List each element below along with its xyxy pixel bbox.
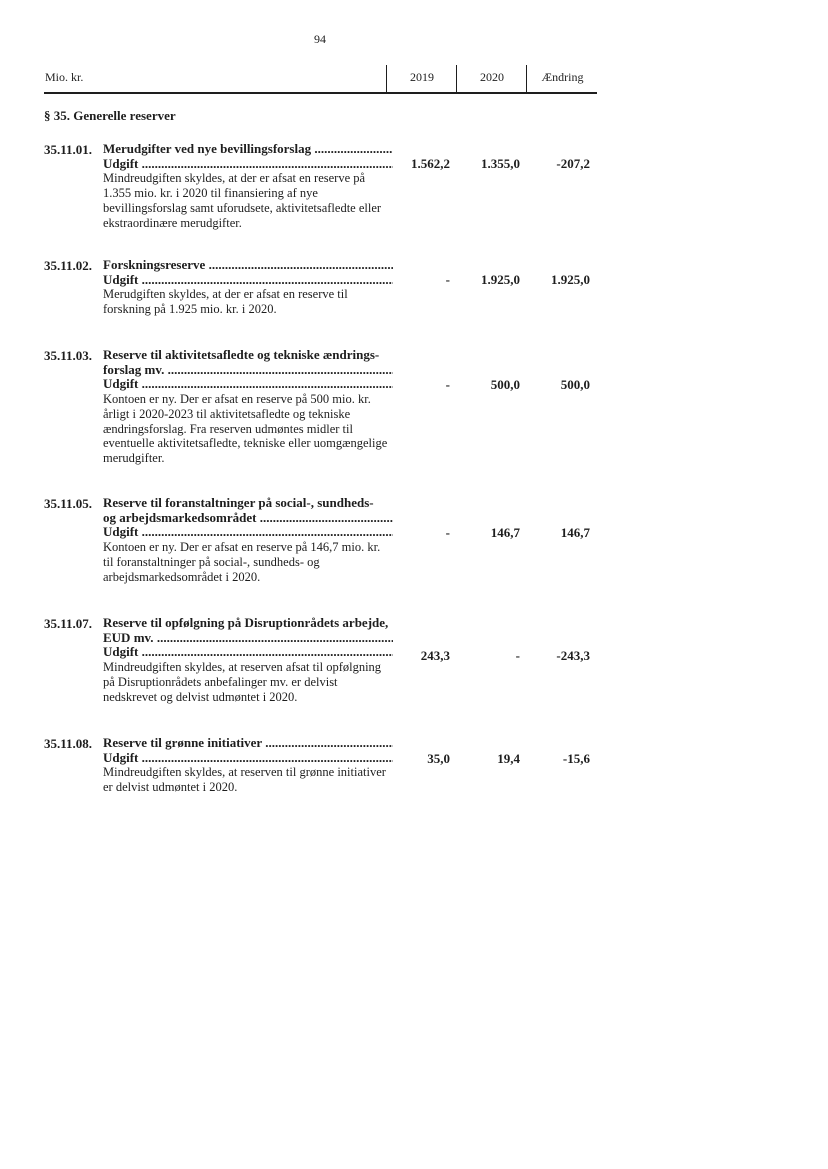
- column-header-2019: 2019: [386, 65, 457, 92]
- value-2020: 146,7: [490, 525, 520, 540]
- account-note: Mindreudgiften skyldes, at der er afsat en reserve på 1.355 mio. kr. i 2020 til finansiering af nye bevillingsforslag samt uforudsete, aktivitetsafledte eller ekstraordinære merudgifter.: [103, 171, 382, 230]
- value-2019: 243,3: [420, 648, 450, 663]
- udgift-label: Udgift .....: [103, 751, 393, 766]
- account-title-cont: og arbejdsmarkedsområdet .....: [103, 511, 393, 526]
- page-number: 94: [314, 32, 326, 46]
- account-title-cont: EUD mv. .....: [103, 631, 393, 646]
- value-2019: 1.562,2: [411, 156, 450, 171]
- value-2020: 19,4: [497, 751, 520, 766]
- account-note: Mindreudgiften skyldes, at reserven afsat til opfølgning på Disruptionrådets anbefalinger mv. er delvist nedskrevet og delvist udmøntet i 2020.: [103, 660, 382, 704]
- column-header-2020: 2020: [456, 65, 527, 92]
- section-title: § 35. Generelle reserver: [44, 108, 176, 123]
- udgift-label: Udgift .....: [103, 157, 393, 172]
- account-number: 35.11.03.: [44, 348, 93, 363]
- value-2019: -: [445, 272, 450, 287]
- account-note: Kontoen er ny. Der er afsat en reserve på 146,7 mio. kr. til foranstaltninger på social-, sundheds- og arbejdsmarkedsområdet i 2020.: [103, 540, 381, 584]
- account-number: 35.11.05.: [44, 496, 93, 511]
- value-change: 146,7: [560, 525, 590, 540]
- value-2019: -: [445, 377, 450, 392]
- value-2020: 500,0: [490, 377, 520, 392]
- account-title-cont: forslag mv. .....: [103, 363, 393, 378]
- account-title: Forskningsreserve .....: [103, 258, 393, 273]
- account-title: Reserve til aktivitetsafledte og tekniske ændrings-: [103, 347, 380, 362]
- value-2020: 1.355,0: [481, 156, 520, 171]
- value-change: 500,0: [560, 377, 590, 392]
- account-title: Merudgifter ved nye bevillingsforslag .....: [103, 142, 393, 157]
- value-change: -207,2: [556, 156, 590, 171]
- udgift-label: Udgift .....: [103, 525, 393, 540]
- udgift-label: Udgift .....: [103, 273, 393, 288]
- account-number: 35.11.02.: [44, 258, 93, 273]
- account-number: 35.11.08.: [44, 736, 93, 751]
- account-note: Mindreudgiften skyldes, at reserven til grønne initiativer er delvist udmøntet i 2020.: [103, 765, 386, 795]
- value-2020: 1.925,0: [481, 272, 520, 287]
- column-header-change: Ændring: [526, 65, 598, 92]
- account-title: Reserve til foranstaltninger på social-, sundheds-: [103, 495, 374, 510]
- account-note: Merudgiften skyldes, at der er afsat en reserve til forskning på 1.925 mio. kr. i 2020.: [103, 287, 348, 317]
- account-title: Reserve til opfølgning på Disruptionrådets arbejde,: [103, 615, 389, 630]
- account-title: Reserve til grønne initiativer .....: [103, 736, 393, 751]
- value-change: 1.925,0: [551, 272, 590, 287]
- value-change: -243,3: [556, 648, 590, 663]
- udgift-label: Udgift .....: [103, 645, 393, 660]
- table-header: [44, 65, 597, 94]
- account-note: Kontoen er ny. Der er afsat en reserve på 500 mio. kr. årligt i 2020-2023 til aktivitetsafledte og tekniske ændringsforslag. Fra reserven udmøntes midler til eventuelle aktivitetsafledte, tekniske eller uomgængelige merudgifter.: [103, 392, 388, 465]
- value-change: -15,6: [562, 751, 590, 766]
- value-2020: -: [515, 648, 520, 663]
- unit-label: Mio. kr.: [45, 70, 84, 84]
- account-number: 35.11.07.: [44, 616, 93, 631]
- value-2019: 35,0: [427, 751, 450, 766]
- account-number: 35.11.01.: [44, 142, 93, 157]
- value-2019: -: [445, 525, 450, 540]
- udgift-label: Udgift .....: [103, 377, 393, 392]
